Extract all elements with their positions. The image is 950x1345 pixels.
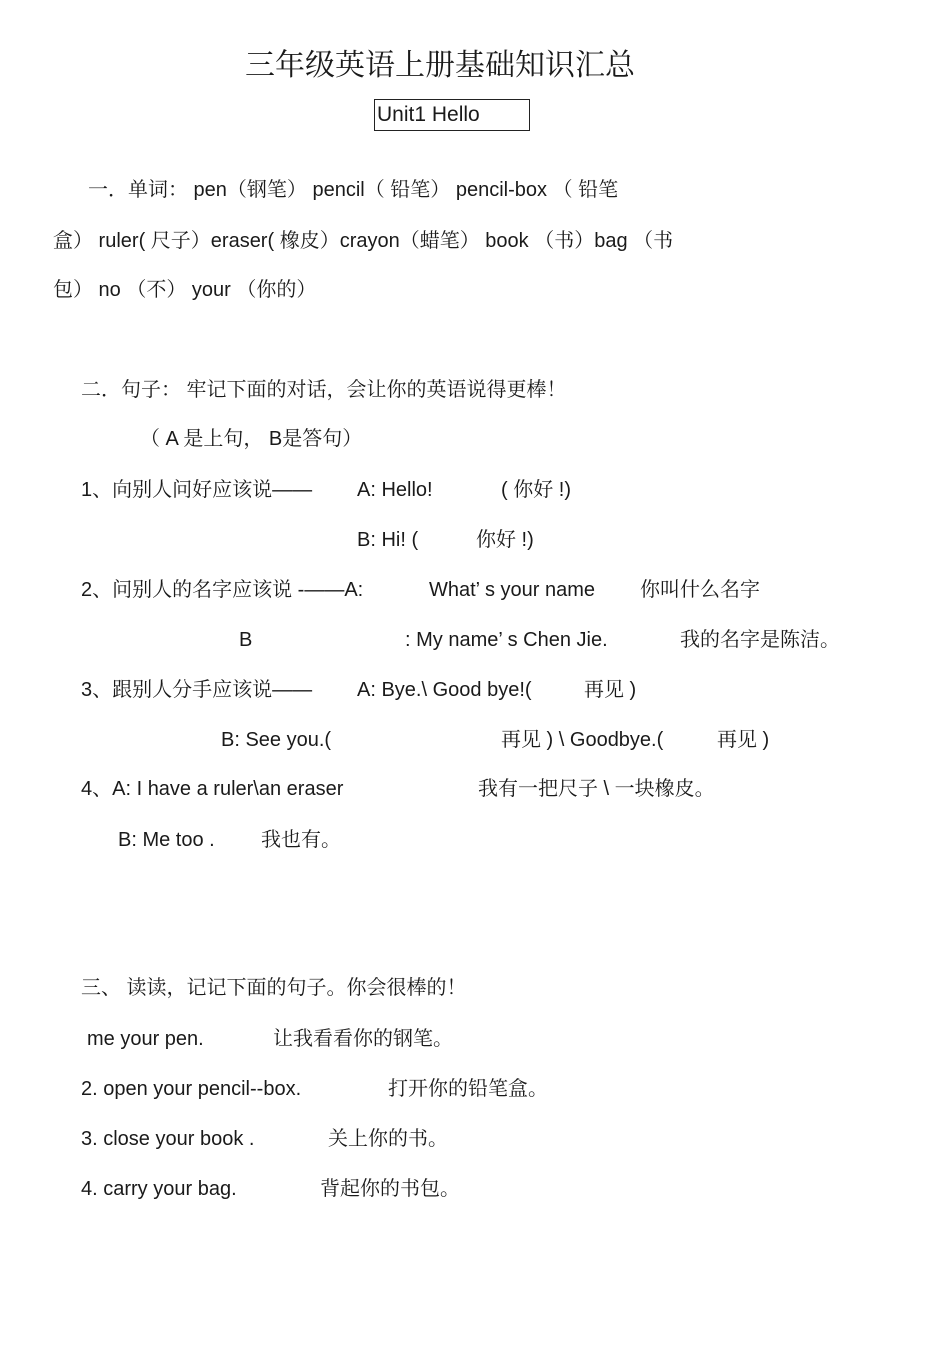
- q2-a-cn: 你叫什么名字: [640, 579, 760, 601]
- q3-a: A: Bye.\ Good bye!(: [357, 679, 532, 701]
- q3-lead: 3、跟别人分手应该说——: [81, 679, 313, 701]
- q1-b: B: Hi! (: [357, 529, 419, 551]
- q4-b-cn: 我也有。: [261, 829, 341, 851]
- vocab-line-3: 包） no （不） your （你的）: [53, 279, 317, 301]
- q3-b-cn: 再见 ) \ Goodbye.(: [501, 729, 664, 751]
- reading-item-2-cn: 打开你的铅笔盒。: [388, 1078, 548, 1100]
- reading-item-3-en: 3. close your book .: [81, 1128, 255, 1150]
- q2-b-cn: 我的名字是陈洁。: [680, 629, 840, 651]
- q3-b-cn2: 再见 ): [717, 729, 770, 751]
- q1-a: A: Hello!: [357, 479, 433, 501]
- q3-b: B: See you.(: [221, 729, 332, 751]
- q4-a-cn: 我有一把尺子 \ 一块橡皮。: [478, 778, 715, 800]
- q2-a: What’ s your name: [429, 579, 595, 601]
- q2-b: : My name’ s Chen Jie.: [405, 629, 608, 651]
- reading-item-4-en: 4. carry your bag.: [81, 1178, 237, 1200]
- section2-note: （ A 是上句， B是答句）: [140, 428, 363, 450]
- reading-item-1-en: me your pen.: [87, 1028, 204, 1050]
- q1-b-cn: 你好 !): [476, 529, 534, 551]
- section2-heading: 二．句子： 牢记下面的对话，会让你的英语说得更棒！: [81, 379, 567, 401]
- reading-item-3-cn: 关上你的书。: [328, 1128, 448, 1150]
- page-title: 三年级英语上册基础知识汇总: [245, 48, 635, 83]
- q1-a-cn: ( 你好 !): [501, 479, 571, 501]
- vocab-line-1: 一．单词： pen（钢笔） pencil（ 铅笔） pencil-box （ 铅笔: [88, 179, 619, 201]
- section3-heading: 三、 读读，记记下面的句子。你会很棒的！: [81, 977, 467, 999]
- q4-a: 4、A: I have a ruler\an eraser: [81, 778, 344, 800]
- q1-lead: 1、向别人问好应该说——: [81, 479, 313, 501]
- q2-b-label: B: [239, 629, 253, 651]
- reading-item-4-cn: 背起你的书包。: [320, 1178, 460, 1200]
- vocab-line-2: 盒） ruler( 尺子）eraser( 橡皮）crayon（蜡笔） book （书）bag （书: [53, 230, 674, 252]
- reading-item-1-cn: 让我看看你的钢笔。: [273, 1028, 453, 1050]
- q4-b: B: Me too .: [118, 829, 215, 851]
- unit-heading: Unit1 Hello: [374, 99, 530, 131]
- q2-lead: 2、问别人的名字应该说 -——A:: [81, 579, 364, 601]
- q3-a-cn: 再见 ): [584, 679, 637, 701]
- reading-item-2-en: 2. open your pencil--box.: [81, 1078, 302, 1100]
